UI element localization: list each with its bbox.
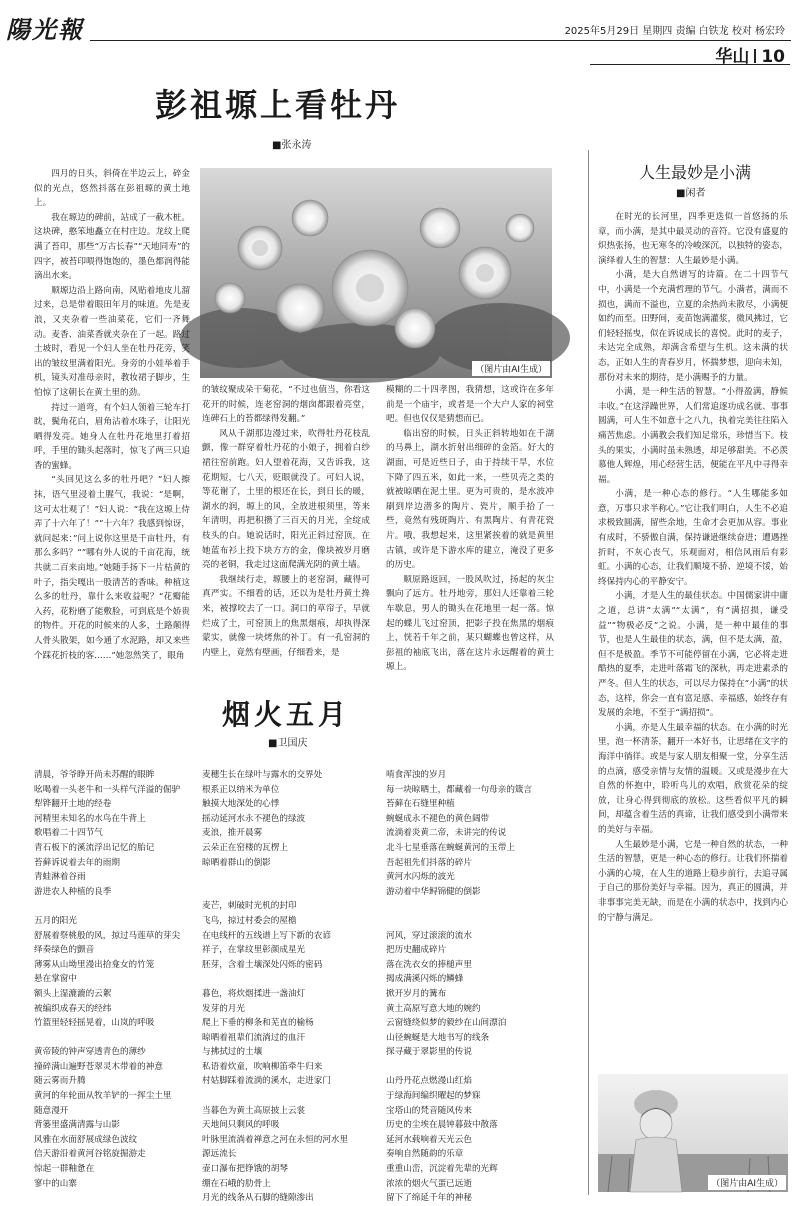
poem-line: 于绿海间编织曜起的梦寐 (386, 1091, 481, 1102)
article2-title: 烟火五月 (222, 698, 351, 731)
section-name: 华山 (715, 47, 750, 67)
article2-byline: ■卫国庆 (268, 738, 308, 749)
poem-line: 黄帝陵的钟声穿透青色的薄纱 (34, 1047, 146, 1058)
poem-column-3 (386, 768, 554, 1204)
article3-paragraph: 小满，是一种心态的修行。“人生哪能多如意，万事只求半称心。”它让我们明白，人生不必追求极致圆满，留些余地，生命才会更加从容。事业有成时，不骄傲自满，保持谦逊继续奋进；遭遇挫折时，不灰心丧气，乐观面对，相信风雨后有彩虹。小满的心态，让我们顺境不骄、逆境不馁，始终保持内心的平静安宁。 (598, 489, 788, 587)
poem-line: 被编织成春天的经纬 (34, 1003, 112, 1014)
poem-line: 山丹丹花点燃漫山红焰 (386, 1076, 472, 1087)
poem-line: 云朵正在窑楼的瓦楞上 (202, 842, 288, 853)
poem-line: 触摸大地深处的心悸 (202, 799, 280, 810)
article1-paragraph: 临出窑的时候，日头正斜转地如在千湖的马鼻上，湖水折射出细碎的金箔。好大的湖面，可是近些日子，由于持续干旱，水位下降了四五米，如此一来，一些贝壳之类的就被晾晒在泥土里。更为可贵的，是水波冲刷到岸边潜多的陶片、瓷片，顺手拾了一些，竟然有残斑陶片、有黑陶片、有青花瓷片。哦，我想起来，这里紧挨着的就是黄里古镇，或许是下游水库的建立，淹没了更多的历史。 (386, 428, 554, 571)
section-divider (754, 49, 756, 63)
poem-line: 犁铧翻开土地的经卷 (34, 799, 112, 810)
poem-line: 当暮色为黄土高原披上云裳 (202, 1105, 306, 1116)
poem-line: 在电线杆的五线谱上写下新的农谚 (202, 930, 331, 941)
article1-paragraph: 顺原路返回，一股风吹过，扬起的灰尘飘向了远方。牡丹地旁，那妇人还靠着三轮车歇息，男人的锄头在花地里一起一落。惊起的蝶儿飞过窑顶，把影子投在焦黑的烟痕上，恍若千年之前，某只蝴蝶也曾这样，从彭祖的袖底飞出，落在这片永远醒着的黄土塬上。 (386, 574, 554, 673)
article1-photo-credit: （图片由AI生成） (472, 361, 550, 376)
poem-line: 山径蜿蜒是大地书写的线条 (386, 1032, 490, 1043)
poem-line: 悬在掌窗中 (34, 974, 77, 985)
article1-column-2 (202, 383, 370, 675)
poem-line: 吾起祖先们抖落的碎片 (386, 857, 472, 868)
poem-line: 重重山峦，沉淀着先辈的光辉 (386, 1164, 498, 1175)
dateline: 2025年5月29日 星期四 责编 白铁龙 校对 杨宏玲 (564, 26, 785, 37)
article3-byline: ■闲者 (676, 188, 706, 199)
poem-line: 清晨，爷爷睁开尚未苏醒的眼眸 (34, 770, 155, 780)
poem-line: 北斗七星垂落在蜿蜒黄河的玉带上 (386, 842, 515, 853)
poem-line: 额头上湿漉漉的云絮 (34, 988, 112, 999)
article3-paragraph: 小满，亦是人生最幸福的状态。在小满的时光里，泡一杯清茶，翻开一本好书，让思绪在文字的海洋中徜徉。或是与家人朋友相聚一堂，分享生活的点滴，感受亲情与友情的温暖。又或是漫步在大自然的怀抱中，聆听鸟儿的欢唱，欣赏花朵的绽放，让身心得到彻底的放松。这些看似平凡的瞬间，却蕴含着生活的真谛，让我们感受到小满带来的美好与幸福。 (598, 722, 788, 835)
poem-line: 青石板下的溪流浮出记忆的胎记 (34, 842, 155, 853)
poem-line: 河风，穿过滚滚的流水 (386, 930, 472, 941)
poem-line: 吆喝着一头老牛和一头样气洋溢的倔驴 (34, 784, 181, 795)
poem-line: 把历史翻成碎片 (386, 945, 447, 956)
article3-paragraph: 小满，才是人生的最佳状态。中国儒家讲中庸之道，总讲“太满”“太满”，有“满招损，谦受益”“物极必反”之说。小满，是一种中最佳的事节，也是人生最佳的状态，满，但不是太满，盈，但不是极盈。季节不可能停留在小满，它必将走进酷热的夏季，走进叶落霜飞的深秋，再走进素杀的严冬。但人生的状态，可以尽力保持在“小满”的状态，这样，你会一直有富足感、幸福感，始终存有发展的余地，不至于“满招损”。 (598, 591, 788, 719)
poem-line: 游进农人种植的良季 (34, 886, 112, 897)
poem-line: 暮色，将炊烟揉进一盏油灯 (202, 988, 306, 999)
poem-line: 晾晒着祖辈们流淌过的血汗 (202, 1032, 306, 1043)
poem-line: 月光的线条从石脚的缝隙渗出 (202, 1193, 314, 1204)
stanza-gap (202, 972, 370, 987)
poem-line: 麦芒，刺破时光机的封印 (202, 901, 297, 912)
girl-field-photo (598, 1074, 788, 1192)
poem-line: 历史的尘埃在晨钟暮鼓中散落 (386, 1120, 498, 1131)
poem-line: 爬上下垂的柳条和芜直的榆杨 (202, 1018, 314, 1029)
article1-paragraph: 我在塬边的碑前，站成了一截木桩。这块碑，憨笨地矗立在村庄边。龙纹上爬满了苔印，那些“万古长春”“天地同寿”的四字，被苔印喂得饱饱的，墨色都润得能滴出水来。 (34, 212, 190, 282)
poem-line: 掀开岁月的篝布 (386, 988, 447, 999)
poem-line: 蜿蜒成永不褪色的黄色阔带 (386, 813, 490, 824)
poem-line: 五月的阳光 (34, 915, 77, 926)
poem-line: 信天游沿着黄河谷铭旋掘游走 (34, 1149, 146, 1160)
poem-line: 叶脉里流淌着禅意之河在永恒的河水里 (202, 1134, 349, 1145)
poem-line: 黄土高原写意大地的婉约 (386, 1003, 481, 1014)
article3-paragraph: 小满，是大自然谱写的诗篇。在二十四节气中，小满是一个充满哲理的节气。小满者，满而不损也，满而不溢也，立夏的余热尚未散尽，小满便如约而至。田野间，麦苗饱满灌浆，微风拂过，它们轻轻摇曳，似在诉说成长的喜悦。此时的麦子，未达完全成熟，却满含希望与生机。这未满的状态，正如人生的青春岁月，怀揣梦想，迎向未知，那份对未来的期待，是小满赐予的力量。 (598, 270, 788, 383)
poem-line: 随意漫开 (34, 1105, 69, 1116)
newspaper-logo: 陽光報 (6, 15, 84, 44)
poem-line: 揭成满溪闪烁的鳞蜂 (386, 974, 464, 985)
peony-photo (200, 168, 552, 378)
stanza-gap (202, 1089, 370, 1104)
poem-line: 私语着炊童，吹响柳笛牵牛归来 (202, 1061, 323, 1072)
poem-line: 背篓里盛满清露与山影 (34, 1120, 120, 1131)
poem-line: 天地间只剩风的呼吸 (202, 1120, 280, 1131)
poem-line: 苔藓诉说着去年的雨期 (34, 857, 120, 868)
poem-line: 苔藓在石缝里种植 (386, 799, 455, 810)
article1-paragraph: 风从千湖那边漫过来，吹得牡丹花枝乱颤，像一群穿着牡丹花的小娘子，拥着白纱裙往窑前跑。妇人望着花海，又告诉我，这花期短，七八天，贬眼就没了。可妇人说，等花谢了，土里的根还在长，到日长的暖，湖水的润，塬上的风，全放进根须里，等来年清明，再把积攒了三百天的月光，全绽成枝头的白。她说话时，阳光正斜过窑顶，在她蓝布衫上投下块方方的金，像块被岁月磨亮的老铜，我走过这面爬满光阴的黄土墙。 (202, 428, 370, 571)
stanza-gap (202, 870, 370, 885)
poem-line: 流淌着炎黄二帝，未讲完的传说 (386, 828, 507, 839)
poem-line: 绎奏绿色的颤音 (34, 945, 95, 956)
poem-line: 歌唱着二十四节气 (34, 828, 103, 839)
article1-column-1 (34, 167, 190, 675)
article3-title: 人生最妙是小满 (638, 163, 751, 182)
stanza-gap (202, 885, 370, 900)
stanza-gap (34, 1031, 192, 1046)
poem-line: 啃食浑浊的岁月 (386, 770, 447, 780)
poem-line: 寥中的山寨 (34, 1178, 77, 1189)
poem-line: 绷在石峨的肋骨上 (202, 1178, 271, 1189)
poem-line: 河精里未知名的水鸟在牛背上 (34, 813, 146, 824)
poem-line: 祥子，在掌纹里彰颜成星光 (202, 945, 306, 956)
section-rule (590, 64, 790, 65)
masthead-rule (90, 40, 791, 41)
poem-line: 撞碎满山遍野苍翠灵木带着的神意 (34, 1061, 163, 1072)
poem-line: 黄河水闪烁的波光 (386, 872, 455, 883)
stanza-gap (34, 899, 192, 914)
poem-line: 薄雾从山坳里漫出拾龛女的竹笼 (34, 959, 155, 970)
poem-line: 晾晒着群山的倒影 (202, 857, 271, 868)
stanza-gap (386, 914, 554, 929)
poem-line: 延河水载响着天光云色 (386, 1134, 472, 1145)
poem-line: 飞鸟，掠过村委会的屋檐 (202, 915, 297, 926)
article1-paragraph: 的皱纹聚成朵干菊花，“不过也值当，你看这花开的时候，连老窑洞的烟囱都跟着亮堂，连碑石上的苔都绿得发翻。” (202, 385, 370, 425)
article1-paragraph: 我继续行走，塬腰上的老窑洞，藏得可真严实。不细看的话，还以为是牡丹黄土搀来，被撑咬去了一口。洞口的草帘子，早就烂成了土，可窑顶上的焦黑烟痕，却执得深蒙实，就像一块烤焦的补丁。有一孔窑洞的内壁上，竟然有壁画，仔细看来，是 (202, 574, 370, 658)
poem-line: 根系正以纳米为单位 (202, 784, 280, 795)
article3-photo-credit: （图片由AI生成） (708, 1175, 786, 1190)
poem-line: 胚芽，含着土壤深处闪烁的密码 (202, 959, 323, 970)
poem-line: 青蛙淋着谷雨 (34, 872, 86, 883)
article1-column-3 (386, 383, 554, 675)
poem-line: 村姑脚踩着流淌的溪水，走进家门 (202, 1076, 331, 1087)
poem-column-1 (34, 768, 192, 1196)
article1-paragraph: “头回见这么多的牡丹吧？”妇人擦抹，语气里浸着土腥气，我说：“是啊，这可太壮观了！”妇人说：“我在这塬上侍弄了十六年了！”“十六年？我感到惊讶，就问起来：”问上说你这里是千亩牡丹，有那么多吗？“”哪有外人说的千亩花海，统共就二百来亩地。”她随手扬下一片枯黄的叶子，指尖嘎出一股清苦的香味。种植这么多的牡丹，靠什么来收益呢？“花瓣能入药，花粉磨了能敷脸，可到底是个娇贵的物件。开花的时候来的人多，土路颠得人骨头散架，如今通了水泥路，却又来些个踩花折枝的客……”她忽然笑了，眼角 (34, 475, 190, 661)
poem-line: 惊起一群釉惫在 (34, 1164, 95, 1175)
poem-line: 与拂拭过的土壤 (202, 1047, 263, 1058)
poem-line: 宝塔山的梵音随风传来 (386, 1105, 472, 1116)
poem-line: 舒展着祭桃般的风，掠过马莲草的芽尖 (34, 930, 181, 941)
poem-line: 浓浓的烟火气蛋已远逝 (386, 1178, 472, 1189)
poem-line: 每一块晾晒土，都藏着一句母亲的箴言 (386, 784, 533, 795)
poem-line: 壶口瀑布把铮饿的胡琴 (202, 1164, 288, 1175)
article1-paragraph: 顺塬边沿上路向南，风贴着地皮儿溜过来，总是带着眼田年月的味道。先是麦浪，又夹杂着一些油菜花，它们一齐舞动。麦香、油菜香就夹杂在了一起。路过土坡时，看见一个妇人坐在牡丹花旁，笑出的皱纹里满着阳光。身旁的小娃举着手机，镜头对准母亲时，教妆裙子脚步，生怕惊了这朝长在黄土里的劲。 (34, 285, 190, 398)
stanza-gap (386, 899, 554, 914)
article1-paragraph: 模糊的二十四孝图，我猜想，这或许在多年前是一个庙宇，或者是一个大户人家的祠堂吧。但也仅仅是猜想而已。 (386, 385, 554, 425)
page-number: 10 (761, 47, 785, 67)
article3-paragraph: 小满，是一种生活的智慧。“小得盈满，静候丰收。”在这浮躁世界，人们常追逐功成名就、事事圆满，可人生不如意十之八九，执着完美往往陷入痛苦焦虑。小满教会我们知足常乐，珍惜当下。枝头的果实，小满时虽未熟透，却足够甜美。不必羡慕他人辉煌，用心经营生活，便能在平凡中寻得幸福。 (598, 387, 788, 485)
poem-line: 探寻藏于翠影里的传说 (386, 1047, 472, 1058)
article3-column (598, 210, 788, 1072)
poem-line: 麦穗生长在绿叶与露水的交界处 (202, 770, 323, 780)
stanza-gap (386, 1060, 554, 1075)
column-divider (588, 150, 589, 1195)
poem-line: 落在洗衣女的捧槌声里 (386, 959, 472, 970)
poem-line: 源远流长 (202, 1149, 237, 1160)
article3-paragraph: 在时光的长河里，四季更迭似一首悠扬的乐章，而小满，是其中最灵动的音符。它没有盛夏的炽热张扬，也无寒冬的冷峻深沉，以独特的姿态，演绎着人生的智慧：人生最妙是小满。 (598, 212, 788, 266)
article1-paragraph: 持过一道弯，有个妇人领着三轮车打眈，鬓角花白，眉角沾着水珠子，让阳光晒得发亮。她身人在牡丹花地里打着招呼，手里的锄头起落时，惊飞了两三只追香的蜜蜂。 (34, 402, 190, 471)
poem-line: 黄河的年轮面从牧羊铲的一挥尘土里 (34, 1091, 172, 1102)
poem-column-2 (202, 768, 370, 1204)
poem-line: 云窗缝绕似梦的毅纱在山间漂泊 (386, 1018, 507, 1029)
poem-line: 风雅在水面舒展成绿色波纹 (34, 1134, 138, 1145)
poem-line: 摇动延河水永不褪色的绿波 (202, 813, 306, 824)
poem-line: 麦浪，推开晨雾 (202, 828, 263, 839)
article1-title: 彭祖塬上看牡丹 (155, 86, 401, 124)
article3-paragraph: 人生最妙是小满，它是一种自然的状态，一种生活的智慧，更是一种心态的修行。让我们怀揣着小满的心境，在人生的道路上稳步前行，去追寻属于自己的那份美好与幸福。因为，真正的圆满，并非事事完美无缺，而是在小满的状态中，找到内心的宁静与满足。 (598, 839, 788, 923)
poem-line: 随云雾而升腾 (34, 1076, 86, 1087)
poem-line: 留下了绵延千年的神秘 (386, 1193, 472, 1204)
poem-line: 游动着中华鲟锦健的倒影 (386, 886, 481, 897)
article1-paragraph: 四月的日头，斜倚在半边云上，碎金似的光点，悠然抖落在彭祖塬的黄土地上。 (34, 169, 190, 209)
poem-line: 发芽的月光 (202, 1003, 245, 1014)
article1-byline: ■张永涛 (272, 140, 312, 151)
poem-line: 竹篮里轻轻摇晃着，山岚的呼吸 (34, 1018, 155, 1029)
poem-line: 奏响自然随韵的乐章 (386, 1149, 464, 1160)
